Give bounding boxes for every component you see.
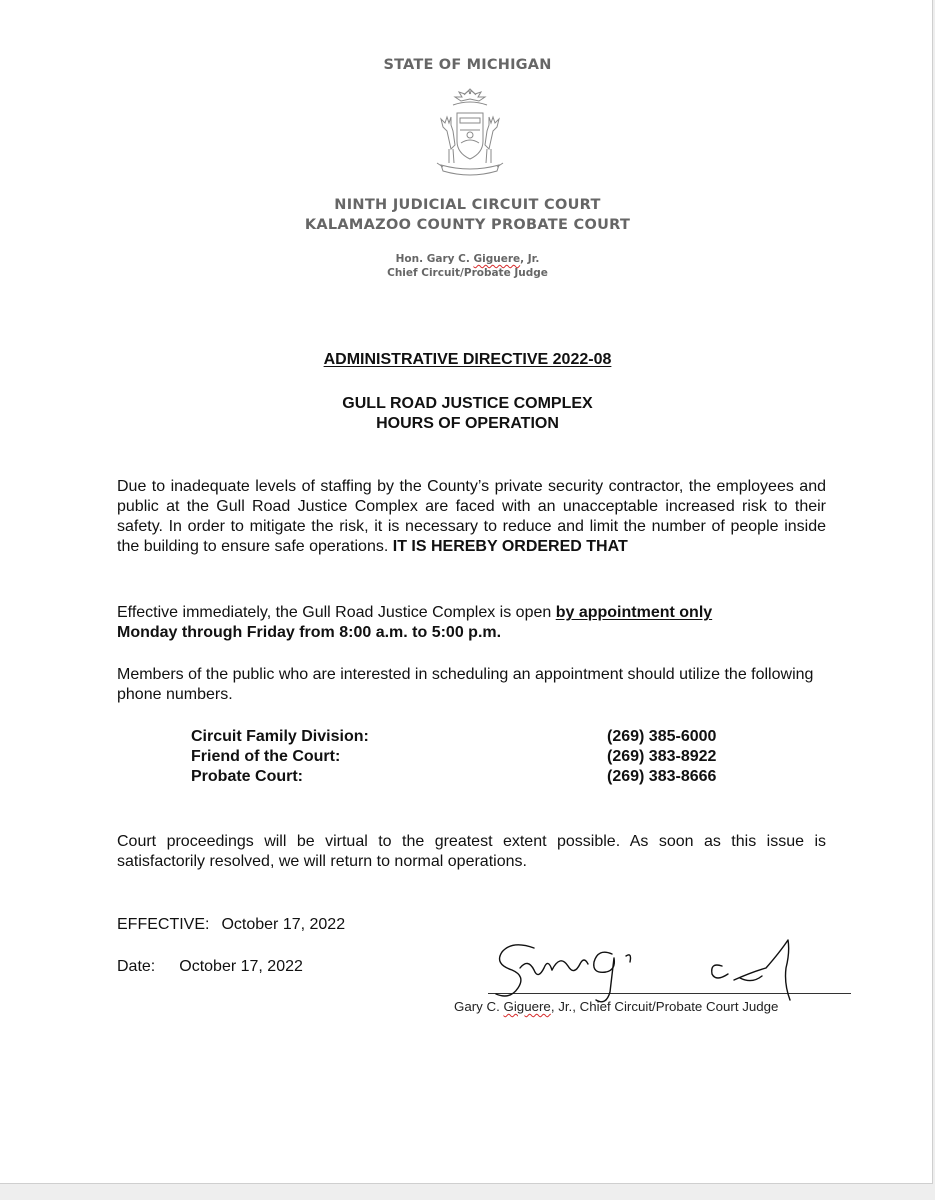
directive-title: ADMINISTRATIVE DIRECTIVE 2022-08 [323, 351, 612, 368]
contact-name: Probate Court: [191, 768, 303, 785]
effective-line: EFFECTIVE: October 17, 2022 [117, 916, 346, 933]
state-heading: STATE OF MICHIGAN [383, 57, 552, 73]
paragraph-hours: Effective immediately, the Gull Road Justice Complex is open by appointment only Monday through Friday from 8:00 a.m. to 5:00 p.m. [117, 604, 713, 641]
misspelled-surname: Giguere [473, 253, 521, 265]
appointment-only-phrase: by appointment only [555, 604, 713, 621]
order-phrase: IT IS HEREBY ORDERED THAT [392, 538, 628, 555]
misspelled-signer-surname: Giguere [503, 999, 551, 1014]
contact-list [191, 728, 751, 788]
contact-phone: (269) 383-8666 [607, 768, 717, 785]
contact-name: Circuit Family Division: [191, 728, 369, 745]
contact-name: Friend of the Court: [191, 748, 341, 765]
contact-row [191, 748, 751, 768]
contact-phone: (269) 385-6000 [607, 728, 717, 745]
judge-name: Hon. Gary C. Giguere, Jr. [395, 253, 540, 265]
signer-name: Gary C. Giguere, Jr., Chief Circuit/Probate Court Judge [454, 999, 779, 1014]
contact-row [191, 728, 751, 748]
hours-phrase: Monday through Friday from 8:00 a.m. to 5:00 p.m. [117, 624, 502, 641]
judge-title: Chief Circuit/Probate Judge [387, 267, 548, 279]
paragraph-scheduling: Members of the public who are interested in scheduling an appointment should utilize the following phone numbers. [117, 666, 814, 703]
directive-subtitle-1: GULL ROAD JUSTICE COMPLEX [342, 395, 593, 412]
michigan-seal-icon [429, 85, 511, 179]
paragraph-virtual: Court proceedings will be virtual to the greatest extent possible. As soon as this issue is satisfactorily resolved, we will return to normal operations. [117, 833, 826, 870]
court-name-1: NINTH JUDICIAL CIRCUIT COURT [334, 197, 601, 213]
court-name-2: KALAMAZOO COUNTY PROBATE COURT [304, 217, 631, 233]
contact-phone: (269) 383-8922 [607, 748, 717, 765]
effective-date: October 17, 2022 [221, 916, 346, 933]
paragraph-reason: Due to inadequate levels of staffing by the County’s private security contractor, the employees and public at the Gull Road Justice Complex are faced with an unacceptable increased risk to their safety. In order to mitigate the risk, it is necessary to reduce and limit the number of people inside the building to ensure safe operations. IT IS HEREBY ORDERED THAT [117, 478, 826, 555]
contact-row [191, 768, 751, 788]
directive-subtitle-2: HOURS OF OPERATION [376, 415, 559, 432]
date-value: October 17, 2022 [179, 958, 303, 975]
date-line: Date: October 17, 2022 [117, 958, 303, 975]
